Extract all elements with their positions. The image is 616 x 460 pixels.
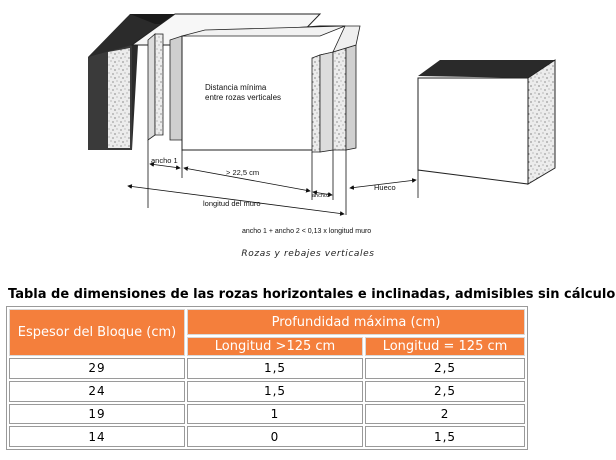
dimensions-table: [6, 306, 528, 450]
table-row: [9, 404, 525, 425]
header-length-gt-125: Longitud >125 cm: [187, 337, 363, 356]
hueco-label: Hueco: [374, 183, 396, 192]
table-row: [9, 381, 525, 402]
cell-long-eq: 2: [365, 404, 525, 425]
cell-espesor: 24: [9, 381, 185, 402]
ancho1-label: ancho 1: [151, 156, 178, 165]
header-max-depth: Profundidad máxima (cm): [187, 309, 525, 335]
cell-long-eq: 2,5: [365, 381, 525, 402]
cell-long-gt: 1,5: [187, 358, 363, 379]
figure-caption: Rozas y rebajes verticales: [241, 249, 375, 259]
right-wall-block: [418, 60, 555, 184]
longitud-label: longitud del muro: [203, 199, 261, 208]
cell-long-gt: 0: [187, 426, 363, 447]
header-length-eq-125: Longitud = 125 cm: [365, 337, 525, 356]
formula-label: ancho 1 + ancho 2 < 0,13 x longitud muro: [242, 228, 372, 235]
cell-espesor: 29: [9, 358, 185, 379]
chase-posts-left: [148, 34, 182, 140]
min-distance-label: > 22,5 cm: [226, 168, 260, 177]
header-block-thickness: Espesor del Bloque (cm): [9, 309, 185, 356]
distance-label-line2: entre rozas verticales: [205, 93, 282, 102]
cell-long-eq: 1,5: [365, 426, 525, 447]
distance-label-line1: Distancia mínima: [205, 83, 267, 92]
cell-long-gt: 1: [187, 404, 363, 425]
table-title: Tabla de dimensiones de las rozas horizontales e inclinadas, admisibles sin cálculo: [8, 287, 616, 302]
dimension-lines: [128, 140, 418, 215]
cell-espesor: 19: [9, 404, 185, 425]
table-row: [9, 426, 525, 447]
cell-long-eq: 2,5: [365, 358, 525, 379]
cell-espesor: 14: [9, 426, 185, 447]
cell-long-gt: 1,5: [187, 381, 363, 402]
table-row: [9, 358, 525, 379]
ancho2-label: ancho2: [312, 193, 331, 199]
